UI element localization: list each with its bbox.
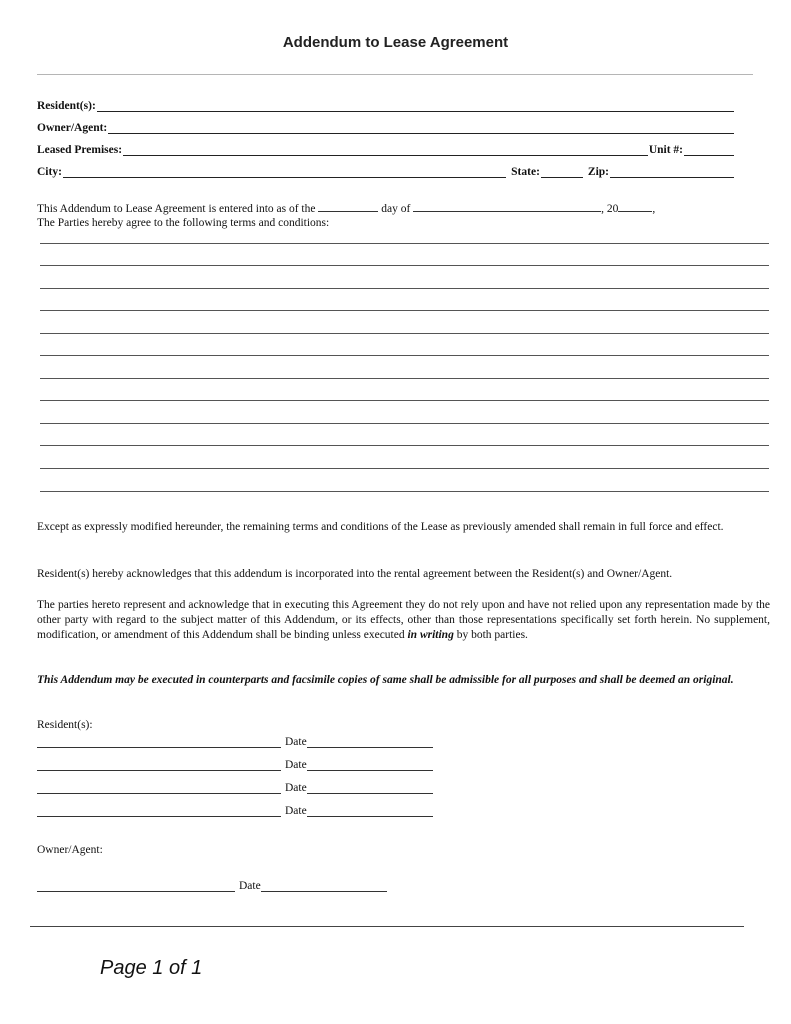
owner-agent-signature-label: Owner/Agent: [37, 844, 103, 856]
resident-date-line[interactable] [307, 783, 433, 794]
year-blank[interactable] [618, 201, 652, 212]
intro-line-1 [37, 201, 770, 217]
representation-end: by both parties. [456, 629, 528, 641]
terms-writing-line[interactable] [40, 445, 769, 446]
terms-writing-line[interactable] [40, 491, 769, 492]
resident-signature-row[interactable] [37, 734, 433, 748]
city-state-zip-field[interactable] [37, 164, 735, 178]
resident-signature-line[interactable] [37, 783, 281, 794]
terms-writing-line[interactable] [40, 355, 769, 356]
resident-signature-line[interactable] [37, 737, 281, 748]
intro-text-3: , 20 [601, 203, 619, 215]
residents-signature-label: Resident(s): [37, 719, 93, 731]
leased-premises-input-line[interactable] [123, 145, 648, 156]
state-input-line[interactable] [541, 167, 583, 178]
terms-writing-line[interactable] [40, 400, 769, 401]
terms-writing-line[interactable] [40, 378, 769, 379]
date-label: Date [285, 736, 307, 748]
intro-text-4: , [652, 203, 656, 215]
intro-text-1: This Addendum to Lease Agreement is entered into as of the [37, 203, 316, 215]
residents-label: Resident(s): [37, 100, 96, 112]
terms-writing-line[interactable] [40, 468, 769, 469]
incorporation-paragraph: Resident(s) hereby acknowledges that this addendum is incorporated into the rental agreement between the Resident(s) and Owner/Agent. [37, 568, 673, 580]
resident-signature-line[interactable] [37, 760, 281, 771]
month-blank[interactable] [413, 201, 601, 212]
owner-agent-date-line[interactable] [261, 881, 387, 892]
zip-label: Zip: [587, 166, 609, 178]
day-number-blank[interactable] [318, 201, 378, 212]
date-label: Date [285, 805, 307, 817]
footer-divider [30, 926, 744, 927]
resident-signature-row[interactable] [37, 780, 433, 794]
document-title: Addendum to Lease Agreement [282, 34, 509, 51]
resident-date-line[interactable] [307, 806, 433, 817]
resident-signature-line[interactable] [37, 806, 281, 817]
owner-agent-label: Owner/Agent: [37, 122, 108, 134]
remaining-terms-paragraph: Except as expressly modified hereunder, the remaining terms and conditions of the Lease as previously amended shall remain in full force and effect. [37, 521, 724, 533]
page-number: Page 1 of 1 [100, 957, 203, 979]
representation-text: The parties hereto represent and acknowledge that in executing this Agreement they do not rely upon and have not relied upon any representation made by the other party with regard to the subject matter of this Addendum, or its effects, other than those representations specifically set forth herein. No supplement, modification, or amendment of this Addendum shall be binding unless executed [37, 599, 770, 641]
terms-writing-line[interactable] [40, 423, 769, 424]
owner-agent-input-line[interactable] [108, 123, 734, 134]
owner-agent-field[interactable] [37, 120, 735, 134]
resident-signature-row[interactable] [37, 803, 433, 817]
intro-line-2: The Parties hereby agree to the following terms and conditions: [37, 217, 330, 229]
unit-label: Unit #: [648, 144, 683, 156]
title-divider [37, 74, 753, 75]
city-input-line[interactable] [63, 167, 506, 178]
zip-input-line[interactable] [610, 167, 734, 178]
date-label: Date [285, 782, 307, 794]
owner-agent-signature-row[interactable] [37, 878, 387, 892]
representation-paragraph [37, 598, 770, 643]
leased-premises-label: Leased Premises: [37, 144, 123, 156]
counterparts-text: This Addendum may be executed in counterparts and facsimile copies of same shall be admissible for all purposes and shall be deemed an original. [37, 674, 734, 686]
terms-writing-line[interactable] [40, 265, 769, 266]
intro-text-2: day of [381, 203, 411, 215]
resident-date-line[interactable] [307, 760, 433, 771]
leased-premises-field[interactable] [37, 142, 735, 156]
residents-field[interactable] [37, 98, 735, 112]
residents-input-line[interactable] [97, 101, 734, 112]
state-label: State: [511, 166, 540, 178]
counterparts-paragraph [37, 673, 770, 688]
in-writing-emphasis: in writing [407, 629, 454, 641]
resident-date-line[interactable] [307, 737, 433, 748]
terms-writing-line[interactable] [40, 243, 769, 244]
date-label: Date [239, 880, 261, 892]
unit-input-line[interactable] [684, 145, 734, 156]
owner-agent-signature-line[interactable] [37, 881, 235, 892]
resident-signature-row[interactable] [37, 757, 433, 771]
date-label: Date [285, 759, 307, 771]
terms-writing-line[interactable] [40, 333, 769, 334]
terms-writing-line[interactable] [40, 310, 769, 311]
city-label: City: [37, 166, 62, 178]
terms-writing-line[interactable] [40, 288, 769, 289]
